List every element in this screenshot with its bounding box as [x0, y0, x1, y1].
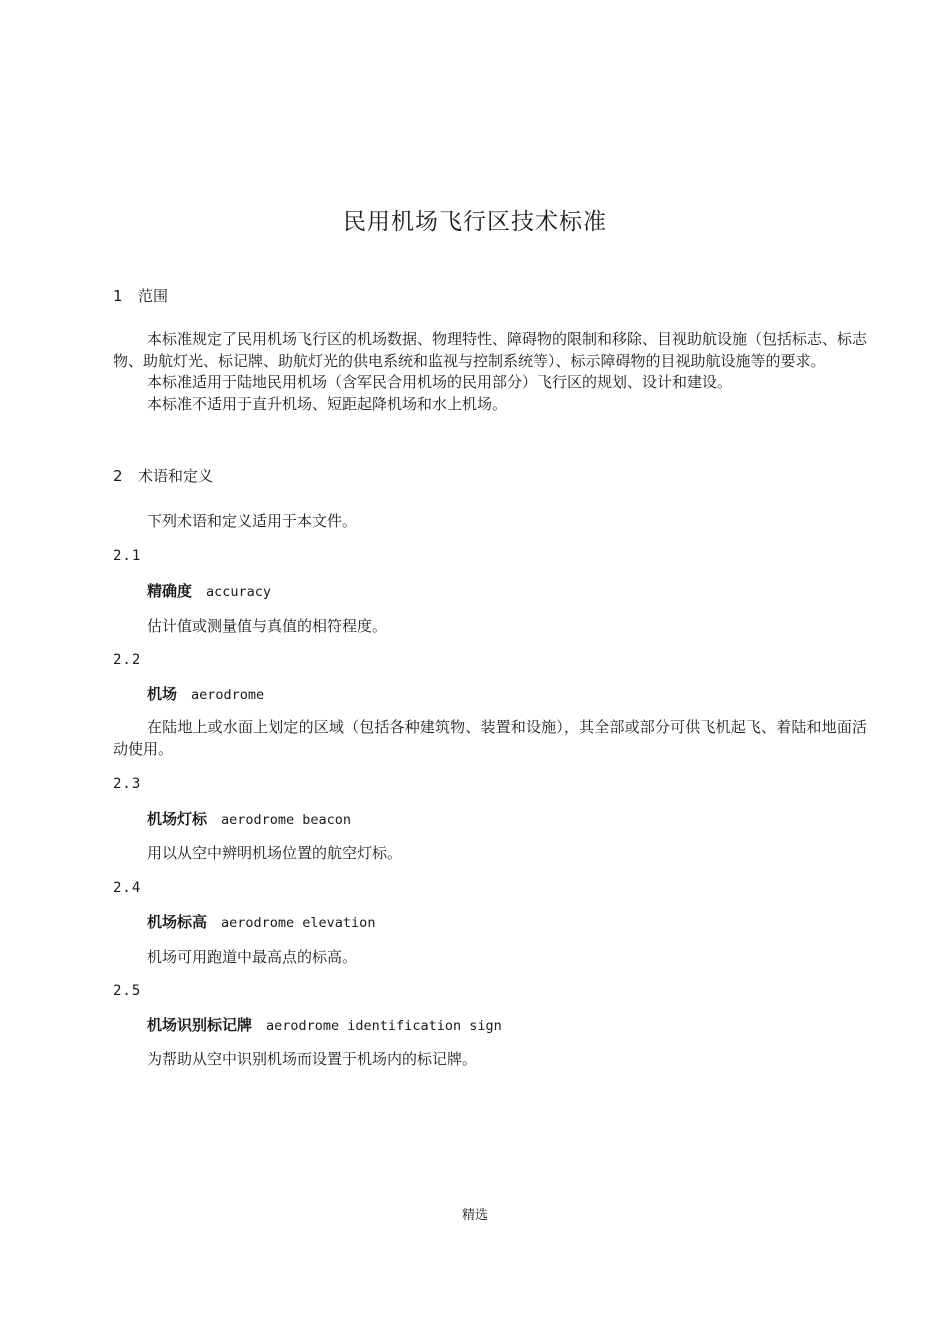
section-number: 2	[113, 467, 123, 485]
term-number: 2.5	[113, 983, 142, 999]
document-title: 民用机场飞行区技术标准	[343, 209, 607, 235]
term-entry	[147, 809, 351, 830]
scope-paragraph-2: 本标准适用于陆地民用机场（含军民合用机场的民用部分）飞行区的规划、设计和建设。	[147, 373, 733, 391]
section-title: 术语和定义	[138, 467, 214, 485]
term-definition: 机场可用跑道中最高点的标高。	[147, 948, 358, 966]
term-definition: 为帮助从空中识别机场而设置于机场内的标记牌。	[147, 1050, 478, 1068]
term-entry	[147, 912, 375, 933]
page-footer: 精选	[461, 1208, 488, 1223]
term-chinese: 精确度	[147, 582, 193, 600]
term-number: 2.2	[113, 652, 142, 668]
term-definition: 估计值或测量值与真值的相符程度。	[147, 617, 388, 635]
term-chinese: 机场识别标记牌	[147, 1016, 253, 1034]
term-english: aerodrome identification sign	[266, 1018, 502, 1034]
section-number: 1	[113, 287, 123, 305]
scope-paragraph-3: 本标准不适用于直升机场、短距起降机场和水上机场。	[147, 394, 508, 413]
section-heading-scope	[113, 286, 168, 306]
term-entry	[147, 581, 271, 602]
term-number: 2.4	[113, 880, 142, 896]
term-chinese: 机场标高	[147, 913, 208, 931]
term-english: accuracy	[206, 584, 272, 600]
term-number: 2.1	[113, 548, 142, 564]
term-entry	[147, 1015, 502, 1036]
term-chinese: 机场灯标	[147, 810, 208, 828]
term-english: aerodrome elevation	[221, 915, 376, 931]
term-entry	[147, 684, 264, 705]
term-number: 2.3	[113, 776, 142, 792]
section-heading-terms	[113, 466, 213, 486]
term-definition: 用以从空中辨明机场位置的航空灯标。	[147, 844, 403, 862]
term-definition: 在陆地上或水面上划定的区域（包括各种建筑物、装置和设施），其全部或部分可供飞机起飞、着陆和地面活动使用。	[113, 718, 867, 758]
section-title: 范围	[138, 287, 169, 305]
term-english: aerodrome beacon	[221, 812, 352, 828]
term-chinese: 机场	[147, 685, 178, 703]
scope-paragraph-1: 本标准规定了民用机场飞行区的机场数据、物理特性、障碍物的限制和移除、目视助航设施（包括标志、标志物、助航灯光、标记牌、助航灯光的供电系统和监视与控制系统等）、标示障碍物的目视助航设施等的要求。	[113, 330, 868, 370]
terms-intro: 下列术语和定义适用于本文件。	[147, 512, 358, 530]
scope-paragraphs	[113, 329, 867, 415]
term-english: aerodrome	[191, 687, 265, 703]
